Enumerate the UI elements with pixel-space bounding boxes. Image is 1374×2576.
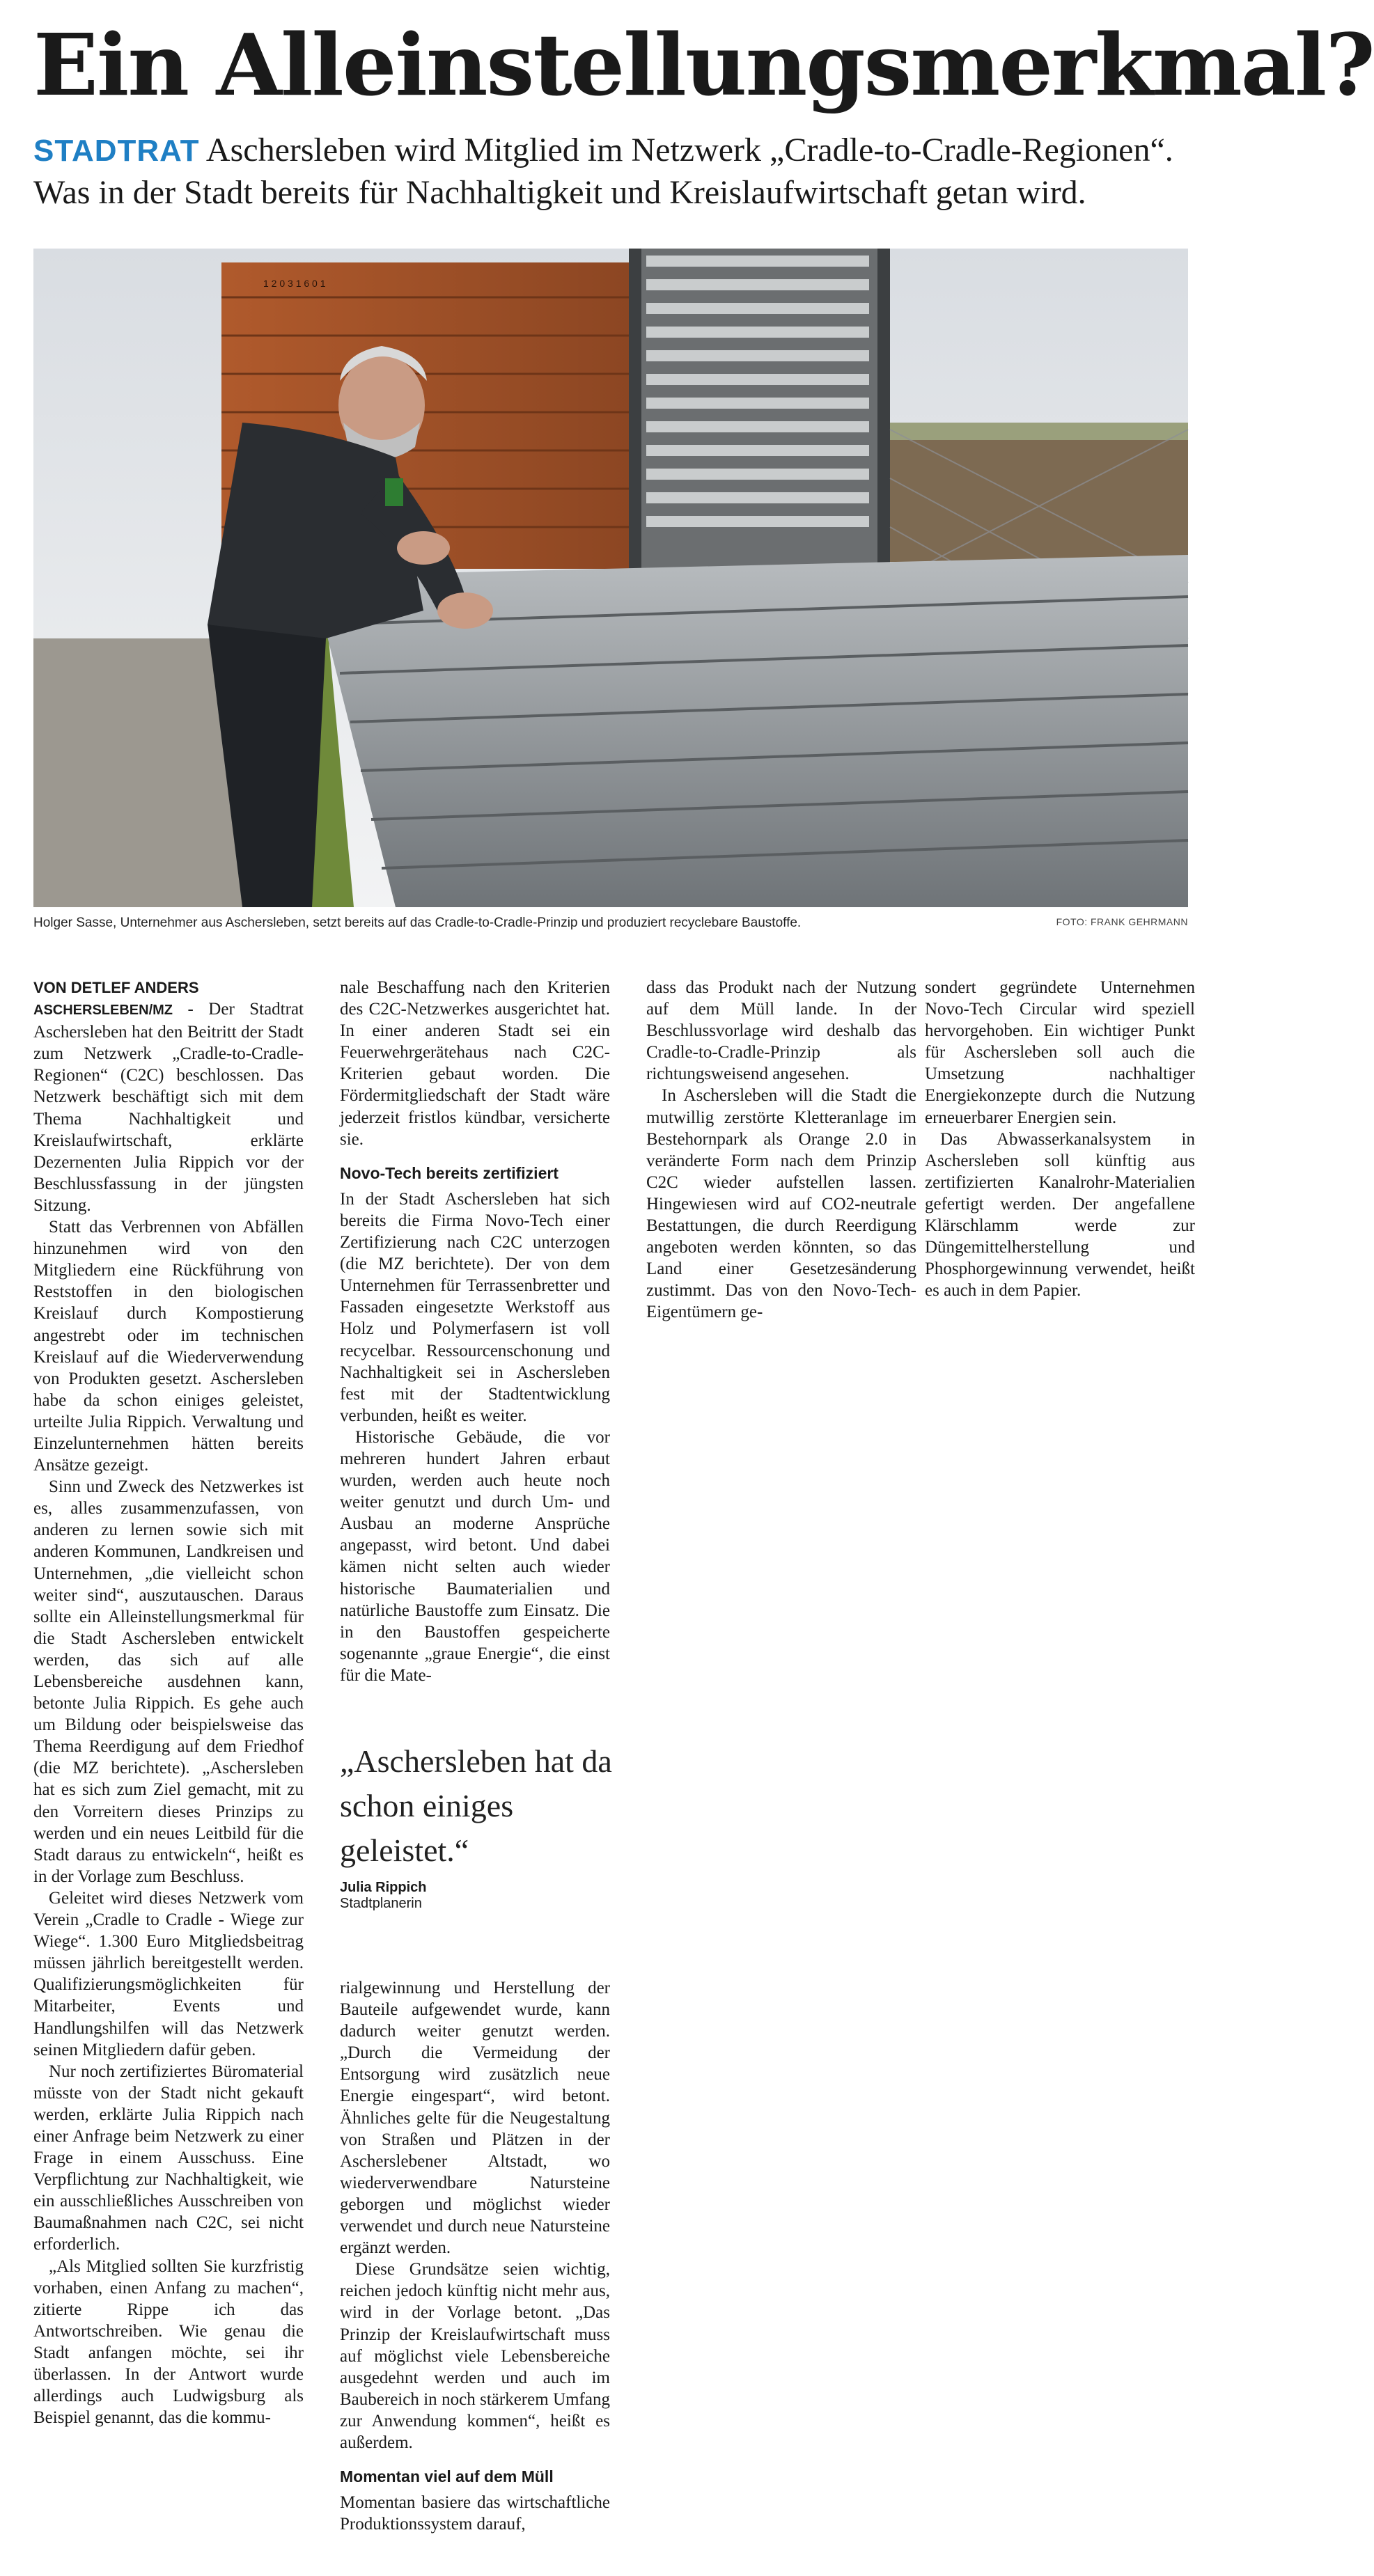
paragraph: Momentan basiere das wirtschaftliche Produktionssystem darauf, xyxy=(340,2493,610,2534)
kicker-label: STADTRAT xyxy=(33,134,200,168)
article-photo xyxy=(33,249,1188,907)
photo-caption: Holger Sasse, Unternehmer aus Aschersleben, setzt bereits auf das Cradle-to-Cradle-Prinzip und produziert recyclebare Baustoffe. xyxy=(33,916,802,930)
pull-quote xyxy=(340,1739,625,1912)
paragraph: Historische Gebäude, die vor mehreren hundert Jahren erbaut wurden, werden auch heute noch weiter genutzt und durch Um- und Ausbau an moderne Ansprüche angepasst, wird betont. Und dabei kämen nicht selten auch wieder historische Baumaterialien und natürliche Baustoffe zum Einsatz. Die in den Baustoffen gespeicherte sogenannte „graue Energie“, die einst für die Mate- xyxy=(340,1427,610,1685)
paragraph: In Aschersleben will die Stadt die mutwillig zerstörte Kletteranlage im Bestehornpark als Orange 2.0 in veränderte Form nach dem Prinzip C2C wieder aufstellen lassen. Hingewiesen wird auf CO2-neutrale Bestattungen, die durch Reerdigung angeboten werden könnten, so das Land einer Gesetzesänderung zustimmt. Das von den Novo-Tech-Eigentümern ge- xyxy=(646,1086,916,1322)
headline: Ein Alleinstellungsmerkmal? xyxy=(33,15,1374,115)
paragraph: In der Stadt Aschersleben hat sich bereits die Firma Novo-Tech einer Zertifizierung nach C2C unterzogen (die MZ berichtete). Der von dem Unternehmen für Terrassenbretter und Fassaden eingesetzte Werkstoff aus Holz und Polymerfasern ist voll recycelbar. Ressourcenschonung und Nachhaltigkeit sei in Aschersleben fest mit der Stadtentwicklung verbunden, heißt es weiter. xyxy=(340,1189,610,1425)
subhead-line-2: Was in der Stadt bereits für Nachhaltigkeit und Kreislaufwirtschaft getan wird. xyxy=(33,174,1086,211)
paragraph: „Als Mitglied sollten Sie kurzfristig vorhaben, einen Anfang zu machen“, zitierte Rippe ich das Antwortschreiben. Wie genau die Stadt anfangen möchte, sei ihr überlassen. In der Antwort wurde allerdings auch Ludwigsburg als Beispiel genannt, das die kommu- xyxy=(33,2256,304,2428)
subheadline xyxy=(33,129,1203,214)
byline: VON DETLEF ANDERS xyxy=(33,979,199,996)
paragraph: rialgewinnung und Herstellung der Bauteile aufgewendet wurde, kann dadurch weiter genutzt werden. „Durch die Vermeidung der Entsorgung wird zusätzlich neue Energie eingespart“, wird betont. Ähnliches gelte für die Neugestaltung von Straßen und Plätzen in der Ascherslebener Altstadt, wo wiederverwendbare Natursteine geborgen und möglichst wieder verwendet und durch neue Natursteine ergänzt werden. xyxy=(340,1979,610,2258)
paragraph: nale Beschaffung nach den Kriterien des C2C-Netzwerkes ausgerichtet hat. In einer anderen Stadt sei ein Feuerwehrgerätehaus nach C2C-Kriterien gebaut worden. Die Fördermitgliedschaft der Stadt wäre jederzeit fristlos kündbar, versicherte sie. xyxy=(340,978,610,1149)
photo-credit: FOTO: FRANK GEHRMANN xyxy=(1056,916,1188,927)
paragraph: dass das Produkt nach der Nutzung auf dem Müll lande. In der Beschlussvorlage wird deshalb das Cradle-to-Cradle-Prinzip als richtungsweisend angesehen. xyxy=(646,978,916,1084)
paragraph: Das Abwasserkanalsystem in Aschersleben soll künftig aus zertifizierten Kanalrohr-Materialien gefertigt werden. Der angefallene Klärschlamm werde zur Düngemittelherstellung und Phosphorgewinnung verwendet, heißt es auch in dem Papier. xyxy=(925,1129,1195,1301)
lead-paragraph: ASCHERSLEBEN/MZ - Der Stadtrat Aschersleben hat den Beitritt der Stadt zum Netzwerk „Cradle-to-Cradle-Regionen“ (C2C) beschlossen. Das Netzwerk beschäftigt sich mit dem Thema Nachhaltigkeit und Kreislaufwirtschaft, erklärte Dezernenten Julia Rippich vor der Beschlussfassung in der jüngsten Sitzung. xyxy=(33,1000,304,1215)
photo-illustration xyxy=(33,249,1188,907)
subheading-novo-tech: Novo-Tech bereits zertifiziert xyxy=(340,1163,559,1182)
quote-author-role: Stadtplanerin xyxy=(340,1896,422,1911)
article-column-3 xyxy=(646,977,916,1324)
subhead-line-1: Aschersleben wird Mitglied im Netzwerk „Cradle-to-Cradle-Regionen“. xyxy=(205,132,1173,168)
quote-author: Julia Rippich xyxy=(340,1880,427,1895)
article-column-1 xyxy=(33,977,304,2428)
quote-text: „Aschersleben hat da schon einiges geleistet.“ xyxy=(340,1743,612,1868)
article-column-2-lower xyxy=(340,1977,610,2535)
paragraph: Geleitet wird dieses Netzwerk vom Verein „Cradle to Cradle - Wiege zur Wiege“. 1.300 Euro Mitgliedsbeitrag müssen jährlich bereitgestellt werden. Qualifizierungsmöglichkeiten für Mitarbeiter, Events und Handlungshilfen will das Netzwerk seinen Mitgliedern dafür geben. xyxy=(33,1888,304,2059)
paragraph: Statt das Verbrennen von Abfällen hinzunehmen wird von den Mitgliedern eine Rückführung von Reststoffen in den biologischen Kreislauf durch Kompostierung angestrebt oder im technischen Kreislauf auf die Wiederverwendung von Produkten gesetzt. Aschersleben habe da schon einiges geleistet, urteilte Julia Rippich. Verwaltung und Einzelunternehmen hätten bereits Ansätze gezeigt. xyxy=(33,1218,304,1475)
paragraph: Diese Grundsätze seien wichtig, reichen jedoch künftig nicht mehr aus, wird in der Vorlage betont. „Das Prinzip der Kreislaufwirtschaft muss auf möglichst viele Lebensbereiche ausgedehnt werden und auch im Baubereich in noch stärkerem Umfang zur Anwendung kommen“, heißt es außerdem. xyxy=(340,2260,610,2452)
wall-number-sign: 1 2 0 3 1 6 0 1 xyxy=(263,278,326,289)
article-column-4 xyxy=(925,977,1195,1301)
subheading-muell: Momentan viel auf dem Müll xyxy=(340,2467,554,2486)
paragraph: Sinn und Zweck des Netzwerkes ist es, alles zusammenzufassen, von anderen zu lernen sowie sich mit anderen Kommunen, Landkreisen und Unternehmen, „die vielleicht schon weiter sind“, auszutauschen. Daraus sollte ein Alleinstellungsmerkmal für die Stadt Aschersleben entwickelt werden, das sich auf alle Lebensbereiche ausdehnen kann, betonte Julia Rippich. Es gehe auch um Bildung oder beispielsweise das Thema Reerdigung auf dem Friedhof (die MZ berichtete). „Aschersleben hat es sich zum Ziel gemacht, mit zu den Vorreitern dieses Prinzips zu werden und ein neues Leitbild für die Stadt daraus zu entwickeln“, heißt es in der Vorlage zum Beschluss. xyxy=(33,1477,304,1886)
dateline: ASCHERSLEBEN/MZ xyxy=(33,1003,173,1019)
paragraph: sondert gegründete Unternehmen Novo-Tech Circular wird speziell hervorgehoben. Ein wichtiger Punkt für Aschersleben soll auch die Umsetzung nachhaltiger Energiekonzepte durch die Nutzung erneuerbarer Energien sein. xyxy=(925,978,1195,1127)
paragraph: Nur noch zertifiziertes Büromaterial müsste von der Stadt nicht gekauft werden, erklärte Julia Rippich nach einer Anfrage beim Netzwerk zu einer Frage in einem Ausschuss. Eine Verpflichtung zur Nachhaltigkeit, wie ein ausschließliches Ausschreiben von Baumaßnahmen nach C2C, sei nicht erforderlich. xyxy=(33,2061,304,2254)
article-column-2 xyxy=(340,977,610,1686)
